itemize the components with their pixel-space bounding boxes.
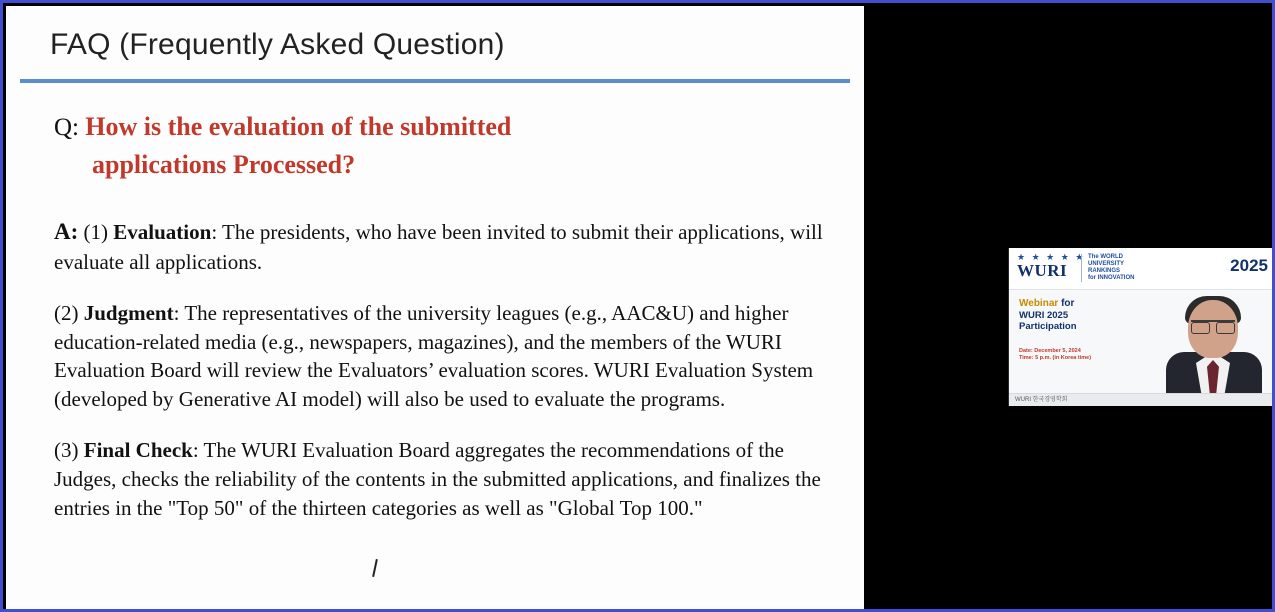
year-badge: 2025 <box>1230 256 1268 275</box>
webinar-word: Webinar <box>1019 298 1059 309</box>
webinar-title-block <box>1019 298 1129 332</box>
wuri-logo-subtitle <box>1081 254 1134 282</box>
answer-label: A: <box>54 218 79 244</box>
banner-footer-text: WURI 한국경영학회 <box>1015 397 1068 403</box>
video-stage <box>864 6 1275 612</box>
webinar-label <box>1019 298 1129 310</box>
mouse-cursor <box>372 559 378 577</box>
webinar-date-block <box>1019 348 1091 362</box>
video-tile-content <box>1009 248 1275 406</box>
slide-title: FAQ (Frequently Asked Question) <box>50 28 505 61</box>
answer-item-2-number: (2) <box>54 300 79 325</box>
banner-footer <box>1009 393 1275 406</box>
wuri-banner-header <box>1009 248 1275 290</box>
webinar-date-line-1: Date: December 5, 2024 <box>1019 348 1081 354</box>
wuri-sub-line-2: UNIVERSITY <box>1088 261 1125 267</box>
answer-item-3 <box>54 436 834 523</box>
answer-item-1 <box>54 216 834 277</box>
glasses-icon <box>1191 320 1235 333</box>
answer-item-1-number: (1) <box>83 219 109 244</box>
webinar-line-2: WURI 2025 <box>1019 310 1069 321</box>
answer-item-1-lead: Evaluation <box>113 219 212 244</box>
answer-item-3-text: : The WURI Evaluation Board aggregates the recommendations of the Judges, checks the reliability of the contents in the submitted applications, and finalizes the entries in the "Top 50" of the thirteen categories as well as "Global Top 100." <box>54 438 821 521</box>
presentation-slide <box>6 6 864 612</box>
wuri-sub-line-4: for INNOVATION <box>1088 275 1135 281</box>
answer-item-2 <box>54 299 834 415</box>
stars-icon: ★ ★ ★ ★ ★ <box>1017 252 1086 262</box>
answer-item-3-lead: Final Check <box>83 438 193 463</box>
question-label: Q: <box>54 114 79 141</box>
speaker-video-image <box>1158 294 1270 402</box>
answer-item-2-text: : The representatives of the university leagues (e.g., AAC&U) and higher education-related media (e.g., newspapers, magazines), and the members of the WURI Evaluation Board will review the Evaluators’ evaluation scores. WURI Evaluation System (developed by Generative AI model) will also be used to evaluate the programs. <box>54 300 814 412</box>
question-line-1: How is the evaluation of the submitted <box>85 112 512 141</box>
wuri-banner-body <box>1009 290 1275 406</box>
question-block <box>54 109 834 182</box>
question-line-2: applications Processed? <box>92 149 356 179</box>
answer-item-1-text: : The presidents, who have been invited to submit their applications, will evaluate all applications. <box>54 219 823 274</box>
wuri-sub-line-3: RANKINGS <box>1088 268 1121 274</box>
answer-item-3-number: (3) <box>54 438 79 463</box>
participant-video-tile[interactable] <box>1008 248 1275 406</box>
wuri-sub-line-1: The WORLD <box>1088 254 1123 260</box>
webinar-line-3: Participation <box>1019 321 1077 332</box>
wuri-logo: WURI <box>1017 261 1068 280</box>
answer-item-2-lead: Judgment <box>83 300 174 325</box>
webinar-date-line-2: Time: 5 p.m. (in Korea time) <box>1019 355 1092 361</box>
slide-body <box>20 83 850 523</box>
webinar-for: for <box>1061 298 1075 309</box>
